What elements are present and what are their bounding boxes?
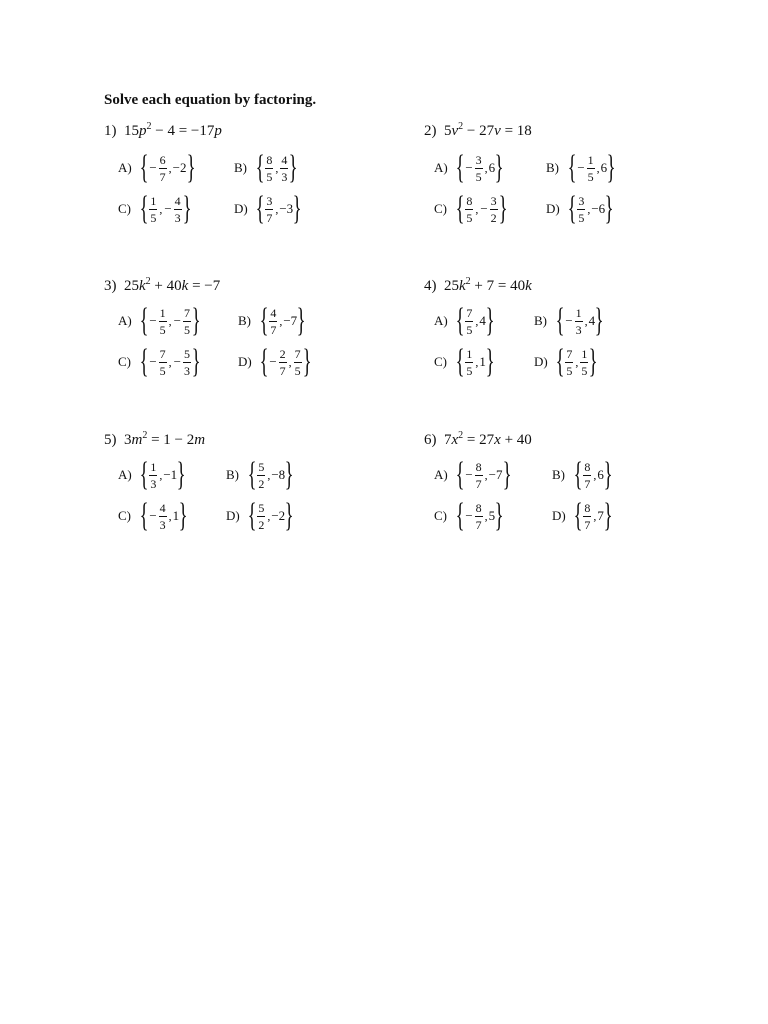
denominator: 7 [279, 363, 286, 378]
minus-sign: − [149, 313, 157, 328]
fraction [577, 194, 585, 225]
numerator: 3 [490, 193, 497, 208]
fraction [475, 501, 483, 532]
solution-set [140, 301, 200, 341]
comma-separator: , [596, 160, 600, 175]
minus-sign: − [173, 354, 182, 369]
comma-separator: , [267, 467, 271, 482]
numerator: 7 [466, 305, 473, 320]
comma-separator: , [593, 467, 597, 482]
fraction [294, 347, 302, 378]
choice-letter: A) [118, 160, 132, 175]
fraction [149, 460, 157, 491]
variable: k [525, 278, 532, 294]
equation-text: + 40 [500, 432, 532, 448]
fraction [183, 306, 191, 337]
denominator: 5 [150, 210, 157, 225]
integer-value: 6 [488, 160, 496, 175]
choice-letter: C) [118, 508, 131, 523]
equation [444, 123, 532, 140]
left-brace: { [455, 497, 465, 534]
comma-separator: , [593, 508, 597, 523]
right-brace: } [494, 497, 504, 534]
denominator: 3 [281, 169, 288, 184]
minus-sign: − [480, 201, 488, 216]
right-brace: } [284, 497, 294, 534]
denominator: 7 [584, 517, 591, 532]
comma-separator: , [168, 160, 172, 175]
denominator: 7 [159, 169, 166, 184]
denominator: 5 [587, 169, 594, 184]
choice-letter: B) [234, 160, 247, 175]
minus-sign: − [465, 508, 473, 523]
comma-separator: , [584, 313, 588, 328]
numerator: 7 [159, 346, 166, 361]
left-brace: { [555, 343, 565, 380]
numerator: 2 [279, 346, 286, 361]
numerator: 5 [258, 459, 265, 474]
denominator: 5 [475, 169, 482, 184]
problem-number: 3) [104, 278, 117, 294]
fraction [149, 194, 157, 225]
comma-separator: , [275, 160, 279, 175]
denominator: 5 [466, 210, 473, 225]
right-brace: } [284, 456, 294, 493]
left-brace: { [455, 343, 465, 380]
integer-value: 6 [600, 160, 608, 175]
denominator: 7 [475, 517, 482, 532]
numerator: 3 [475, 152, 482, 167]
choice-letter: C) [434, 354, 447, 369]
numerator: 4 [159, 500, 166, 515]
numerator: 1 [150, 193, 157, 208]
integer-value: −2 [172, 160, 187, 175]
denominator: 5 [578, 210, 585, 225]
solution-set [248, 496, 294, 536]
equation-text: 5 [444, 123, 452, 139]
numerator: 5 [184, 346, 191, 361]
right-brace: } [289, 149, 298, 186]
numerator: 1 [575, 305, 582, 320]
left-brace: { [139, 149, 149, 186]
equation-text: − 27 [463, 123, 495, 139]
right-brace: } [182, 190, 192, 227]
fraction [269, 306, 277, 337]
comma-separator: , [575, 354, 579, 369]
integer-value: 6 [597, 467, 604, 482]
denominator: 5 [266, 169, 273, 184]
fraction [265, 194, 273, 225]
denominator: 7 [266, 210, 273, 225]
solution-set [456, 301, 494, 341]
comma-separator: , [159, 201, 163, 216]
fraction [465, 347, 473, 378]
right-brace: } [191, 343, 201, 380]
fraction [174, 194, 182, 225]
comma-separator: , [159, 467, 163, 482]
integer-value: 4 [479, 313, 486, 328]
comma-separator: , [475, 313, 479, 328]
denominator: 3 [159, 517, 166, 532]
numerator: 4 [174, 193, 181, 208]
numerator: 8 [584, 500, 591, 515]
numerator: 7 [184, 305, 191, 320]
left-brace: { [255, 149, 265, 186]
right-brace: } [494, 149, 504, 186]
solution-set [556, 301, 604, 341]
variable: p [139, 123, 147, 139]
solution-set [456, 148, 504, 188]
choice-letter: D) [226, 508, 240, 523]
comma-separator: , [475, 354, 479, 369]
numerator: 6 [159, 152, 166, 167]
choice-letter: D) [238, 354, 252, 369]
denominator: 3 [174, 210, 181, 225]
variable: k [139, 278, 146, 294]
choice-letter: B) [534, 313, 547, 328]
equation-text: 25 [124, 278, 139, 294]
comma-separator: , [587, 201, 591, 216]
choice-letter: A) [434, 467, 448, 482]
variable: m [194, 432, 206, 448]
equation-text: + 7 = 40 [470, 278, 526, 294]
denominator: 7 [270, 322, 277, 337]
comma-separator: , [288, 354, 292, 369]
right-brace: } [604, 190, 614, 227]
equation [444, 278, 532, 295]
fraction [159, 153, 167, 184]
solution-set [260, 342, 311, 382]
worksheet-title: Solve each equation by factoring. [104, 92, 317, 108]
solution-set [456, 342, 494, 382]
choice-letter: C) [118, 201, 131, 216]
equation-text: = 27 [463, 432, 495, 448]
right-brace: } [589, 343, 598, 380]
choice-letter: C) [118, 354, 131, 369]
left-brace: { [259, 343, 269, 380]
solution-set [574, 496, 612, 536]
solution-set [556, 342, 598, 382]
problem-number: 4) [424, 278, 437, 294]
denominator: 5 [466, 322, 473, 337]
solution-set [568, 189, 614, 229]
fraction [279, 347, 287, 378]
variable: v [494, 123, 501, 139]
variable: k [181, 278, 189, 294]
exponent: 2 [142, 430, 148, 441]
right-brace: } [502, 456, 512, 493]
problem-number: 1) [104, 123, 117, 139]
left-brace: { [555, 302, 565, 339]
denominator: 3 [150, 476, 157, 491]
solution-set [140, 496, 188, 536]
numerator: 1 [159, 305, 166, 320]
comma-separator: , [168, 508, 172, 523]
problem-number: 2) [424, 123, 437, 139]
denominator: 2 [490, 210, 497, 225]
denominator: 3 [184, 363, 191, 378]
right-brace: } [594, 302, 604, 339]
comma-separator: , [279, 313, 283, 328]
right-brace: } [302, 343, 312, 380]
right-brace: } [498, 190, 508, 227]
fraction [583, 501, 591, 532]
numerator: 4 [270, 305, 277, 320]
integer-value: −6 [591, 201, 606, 216]
fraction [475, 153, 483, 184]
equation-text: 25 [444, 278, 459, 294]
left-brace: { [255, 190, 265, 227]
left-brace: { [455, 190, 465, 227]
choice-letter: A) [434, 313, 448, 328]
right-brace: } [485, 343, 495, 380]
integer-value: 4 [588, 313, 596, 328]
variable: v [451, 123, 459, 139]
numerator: 3 [266, 193, 273, 208]
minus-sign: − [465, 160, 473, 175]
choice-letter: D) [534, 354, 548, 369]
right-brace: } [603, 456, 613, 493]
choice-letter: C) [434, 201, 447, 216]
left-brace: { [573, 497, 583, 534]
minus-sign: − [149, 508, 157, 523]
numerator: 3 [578, 193, 585, 208]
integer-value: −2 [271, 508, 286, 523]
variable: k [459, 278, 466, 294]
variable: p [214, 123, 222, 139]
denominator: 3 [575, 322, 582, 337]
right-brace: } [186, 149, 196, 186]
minus-sign: − [173, 313, 182, 328]
variable: x [451, 432, 459, 448]
solution-set [260, 301, 306, 341]
denominator: 2 [258, 517, 265, 532]
equation [124, 432, 205, 449]
equation-text: + 40 [150, 278, 182, 294]
solution-set [574, 455, 612, 495]
numerator: 7 [294, 346, 301, 361]
denominator: 7 [475, 476, 482, 491]
choice-letter: A) [118, 313, 132, 328]
exponent: 2 [146, 121, 152, 132]
comma-separator: , [484, 508, 488, 523]
equation-text: 7 [444, 432, 452, 448]
solution-set [140, 342, 200, 382]
choice-letter: B) [552, 467, 565, 482]
minus-sign: − [577, 160, 585, 175]
numerator: 8 [475, 459, 482, 474]
integer-value: −7 [283, 313, 298, 328]
fraction [159, 501, 167, 532]
right-brace: } [603, 497, 613, 534]
integer-value: −3 [279, 201, 294, 216]
fraction [465, 194, 473, 225]
fraction [587, 153, 595, 184]
left-brace: { [139, 497, 149, 534]
left-brace: { [573, 456, 583, 493]
left-brace: { [455, 149, 465, 186]
denominator: 5 [466, 363, 473, 378]
denominator: 5 [159, 322, 166, 337]
minus-sign: − [149, 160, 157, 175]
equation-text: 15 [124, 123, 139, 139]
minus-sign: − [149, 354, 157, 369]
fraction [565, 347, 573, 378]
equation-text: = 18 [500, 123, 532, 139]
left-brace: { [247, 497, 257, 534]
fraction [490, 194, 498, 225]
exponent: 2 [458, 430, 464, 441]
equation-text: − 4 = −17 [151, 123, 215, 139]
right-brace: } [176, 456, 186, 493]
left-brace: { [139, 302, 149, 339]
comma-separator: , [168, 354, 172, 369]
denominator: 5 [566, 363, 573, 378]
comma-separator: , [267, 508, 271, 523]
comma-separator: , [484, 467, 488, 482]
left-brace: { [455, 456, 465, 493]
choice-letter: D) [234, 201, 248, 216]
solution-set [456, 496, 504, 536]
fraction [583, 460, 591, 491]
choice-letter: A) [118, 467, 132, 482]
denominator: 5 [159, 363, 166, 378]
right-brace: } [485, 302, 495, 339]
numerator: 1 [581, 346, 588, 361]
numerator: 1 [466, 346, 473, 361]
numerator: 4 [281, 152, 288, 167]
integer-value: 1 [172, 508, 180, 523]
minus-sign: − [164, 201, 172, 216]
denominator: 5 [184, 322, 191, 337]
equation-text: = −7 [188, 278, 221, 294]
left-brace: { [247, 456, 257, 493]
exponent: 2 [465, 276, 471, 287]
left-brace: { [567, 149, 577, 186]
problem-number: 5) [104, 432, 117, 448]
solution-set [256, 189, 302, 229]
solution-set [568, 148, 616, 188]
left-brace: { [567, 190, 577, 227]
variable: m [131, 432, 143, 448]
choice-letter: D) [546, 201, 560, 216]
fraction [183, 347, 191, 378]
right-brace: } [606, 149, 616, 186]
numerator: 5 [258, 500, 265, 515]
exponent: 2 [458, 121, 464, 132]
integer-value: 5 [488, 508, 496, 523]
fraction [280, 153, 288, 184]
numerator: 8 [266, 152, 273, 167]
numerator: 1 [587, 152, 594, 167]
numerator: 8 [475, 500, 482, 515]
left-brace: { [139, 456, 149, 493]
minus-sign: − [565, 313, 573, 328]
comma-separator: , [168, 313, 172, 328]
denominator: 7 [584, 476, 591, 491]
comma-separator: , [484, 160, 488, 175]
integer-value: −7 [488, 467, 503, 482]
right-brace: } [292, 190, 302, 227]
left-brace: { [139, 343, 149, 380]
choice-letter: A) [434, 160, 448, 175]
solution-set [256, 148, 298, 188]
choice-letter: B) [546, 160, 559, 175]
equation [124, 278, 220, 295]
choice-letter: B) [226, 467, 239, 482]
equation-text: 3 [124, 432, 132, 448]
numerator: 8 [466, 193, 473, 208]
integer-value: 7 [597, 508, 604, 523]
numerator: 1 [150, 459, 157, 474]
fraction [575, 306, 583, 337]
right-brace: } [296, 302, 306, 339]
right-brace: } [191, 302, 201, 339]
solution-set [140, 189, 191, 229]
choice-letter: B) [238, 313, 251, 328]
numerator: 8 [584, 459, 591, 474]
left-brace: { [455, 302, 465, 339]
equation [124, 123, 222, 140]
denominator: 5 [294, 363, 301, 378]
integer-value: −1 [163, 467, 178, 482]
left-brace: { [139, 190, 149, 227]
fraction [159, 347, 167, 378]
integer-value: 1 [479, 354, 486, 369]
solution-set [140, 148, 195, 188]
denominator: 5 [581, 363, 588, 378]
minus-sign: − [269, 354, 277, 369]
fraction [580, 347, 588, 378]
fraction [475, 460, 483, 491]
fraction [265, 153, 273, 184]
right-brace: } [178, 497, 188, 534]
integer-value: −8 [271, 467, 286, 482]
equation [444, 432, 532, 449]
solution-set [456, 189, 507, 229]
choice-letter: D) [552, 508, 566, 523]
problem-number: 6) [424, 432, 437, 448]
minus-sign: − [465, 467, 473, 482]
exponent: 2 [145, 276, 151, 287]
fraction [257, 460, 265, 491]
solution-set [248, 455, 294, 495]
equation-text: = 1 − 2 [147, 432, 195, 448]
comma-separator: , [275, 201, 279, 216]
choice-letter: C) [434, 508, 447, 523]
denominator: 2 [258, 476, 265, 491]
left-brace: { [259, 302, 269, 339]
fraction [159, 306, 167, 337]
fraction [465, 306, 473, 337]
variable: x [494, 432, 501, 448]
comma-separator: , [475, 201, 479, 216]
numerator: 7 [566, 346, 573, 361]
solution-set [140, 455, 186, 495]
fraction [257, 501, 265, 532]
solution-set [456, 455, 511, 495]
